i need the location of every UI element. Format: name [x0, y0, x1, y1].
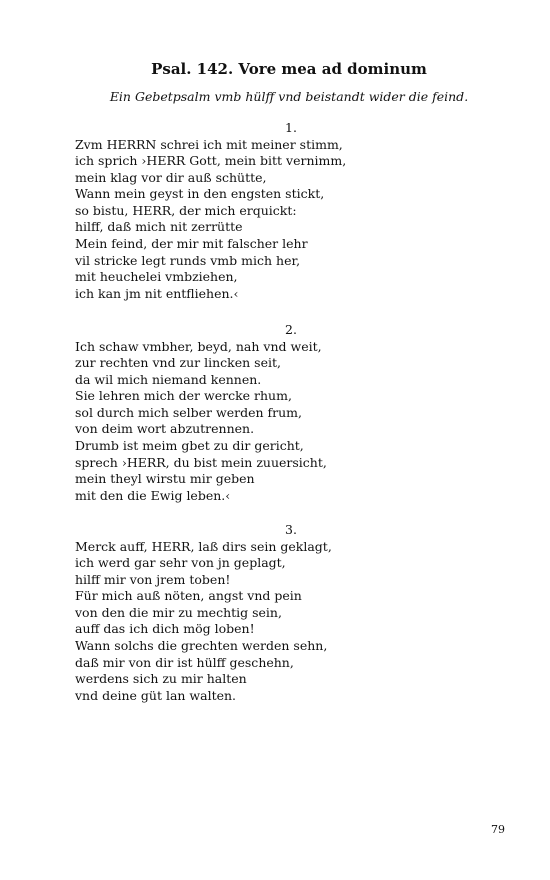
verse-line: Sie lehren mich der wercke rhum,	[75, 388, 292, 404]
verse-line: hilff mir von jrem toben!	[75, 571, 231, 587]
stanza-3	[75, 522, 495, 704]
verse-line: sol durch mich selber werden frum,	[75, 404, 302, 420]
verse-line: da wil mich niemand kennen.	[75, 371, 262, 387]
verse-line: Wann mein geyst in den engsten stickt,	[75, 186, 325, 202]
page-number: 79	[491, 823, 505, 836]
verse-line: so bistu, HERR, der mich erquickt:	[75, 202, 297, 218]
verse-line: ich sprich ›HERR Gott, mein bitt vernimm,	[75, 153, 347, 169]
verse-line: Zvm HERRN schrei ich mit meiner stimm,	[75, 136, 343, 152]
verse-line: mit heuchelei vmbziehen,	[75, 269, 238, 285]
verse-line: ich werd gar sehr von jn geplagt,	[75, 555, 286, 571]
verse-line: hilff, daß mich nit zerrütte	[75, 219, 243, 235]
verse-line: mein theyl wirstu mir geben	[75, 471, 255, 487]
stanza-number: 3.	[285, 522, 297, 537]
verse-line: Ich schaw vmbher, beyd, nah vnd weit,	[75, 338, 322, 354]
verse-line: daß mir von dir ist hülff geschehn,	[75, 654, 294, 670]
verse-line: Wann solchs die grechten werden sehn,	[75, 638, 328, 654]
psalm-title: Psal. 142. Vore mea ad dominum	[151, 60, 427, 78]
stanza-2	[75, 322, 495, 504]
verse-line: vil stricke legt runds vmb mich her,	[75, 252, 301, 268]
verse-line: von deim wort abzutrennen.	[75, 421, 255, 437]
verse-line: Mein feind, der mir mit falscher lehr	[75, 236, 308, 252]
verse-line: Für mich auß nöten, angst vnd pein	[75, 588, 302, 604]
stanza-1	[75, 120, 495, 302]
stanza-number: 2.	[285, 322, 297, 337]
verse-line: ich kan jm nit entfliehen.‹	[75, 285, 239, 301]
verse-line: werdens sich zu mir halten	[75, 671, 247, 687]
verse-line: auff das ich dich mög loben!	[75, 621, 255, 637]
psalm-subtitle: Ein Gebetpsalm vmb hülff vnd beistandt wider die feind.	[109, 89, 469, 104]
verse-line: vnd deine güt lan walten.	[75, 687, 237, 703]
verse-line: Merck auff, HERR, laß dirs sein geklagt,	[75, 538, 332, 554]
stanza-number: 1.	[285, 120, 297, 135]
verse-line: sprech ›HERR, du bist mein zuuersicht,	[75, 454, 327, 470]
verse-line: mein klag vor dir auß schütte,	[75, 169, 267, 185]
verse-line: zur rechten vnd zur lincken seit,	[75, 355, 281, 371]
verse-line: von den die mir zu mechtig sein,	[75, 604, 282, 620]
verse-line: Drumb ist meim gbet zu dir gericht,	[75, 438, 304, 454]
verse-line: mit den die Ewig leben.‹	[75, 487, 231, 503]
